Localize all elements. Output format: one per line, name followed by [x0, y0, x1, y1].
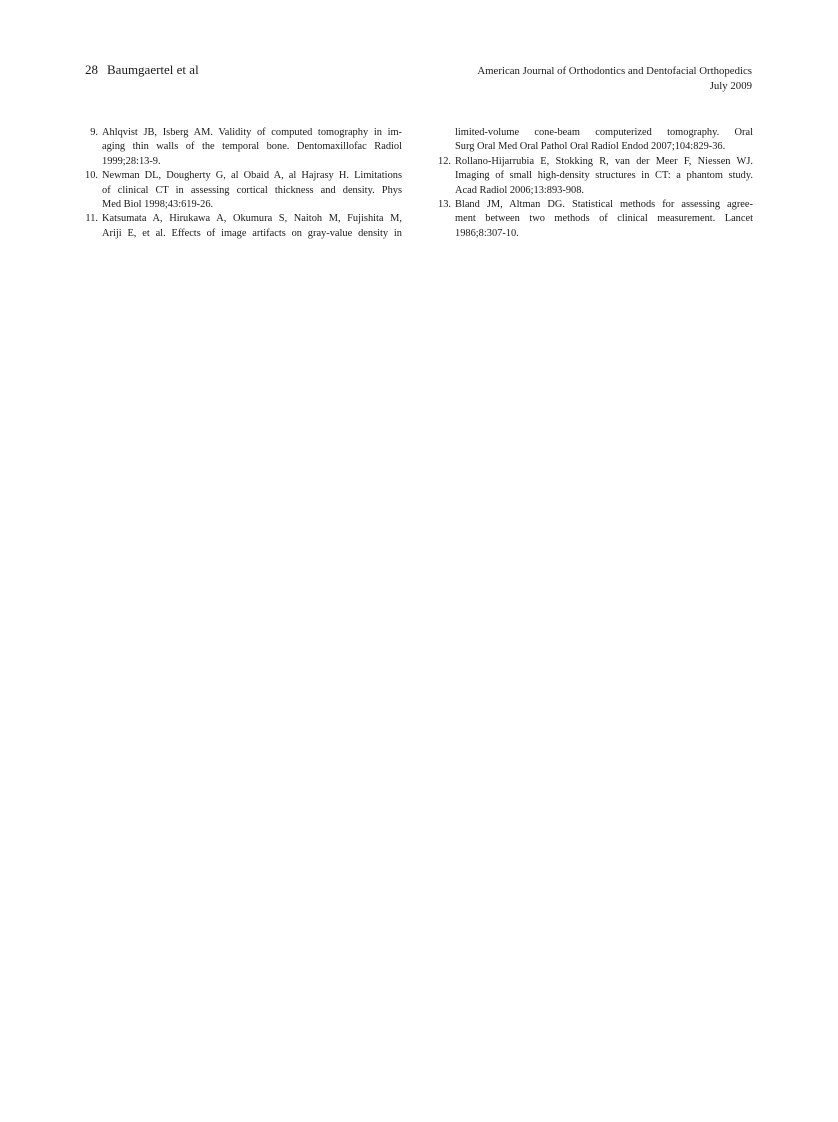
reference-line: Ahlqvist JB, Isberg AM. Validity of computed tomography in im-: [102, 127, 402, 138]
references-right-column: [438, 126, 753, 241]
reference-line: 1999;28:13-9.: [102, 155, 161, 167]
reference-line: Surg Oral Med Oral Pathol Oral Radiol Endod 2007;104:829-36.: [455, 141, 726, 153]
reference-line: aging thin walls of the temporal bone. Dentomaxillofac Radiol: [102, 141, 402, 153]
reference-line: ment between two methods of clinical measurement. Lancet: [455, 213, 753, 225]
reference-line: Bland JM, Altman DG. Statistical methods for assessing agree-: [455, 199, 753, 211]
reference-13: [438, 198, 753, 241]
reference-line: Ariji E, et al. Effects of image artifacts on gray-value density in: [102, 227, 402, 239]
reference-line: Katsumata A, Hirukawa A, Okumura S, Naitoh M, Fujishita M,: [102, 213, 402, 225]
reference-11: [85, 212, 402, 241]
reference-number: 13.: [438, 199, 451, 211]
reference-number: 11.: [85, 213, 98, 225]
reference-11-continued: [455, 126, 753, 155]
reference-line: of clinical CT in assessing cortical thickness and density. Phys: [102, 184, 402, 196]
reference-number: 12.: [438, 155, 451, 167]
reference-line: Med Biol 1998;43:619-26.: [102, 199, 214, 211]
reference-line: Acad Radiol 2006;13:893-908.: [455, 184, 585, 196]
page-number: 28: [85, 62, 98, 77]
references-left-column: [85, 126, 402, 241]
reference-12: [438, 155, 753, 198]
reference-number: 10.: [85, 170, 98, 182]
reference-line: Newman DL, Dougherty G, al Obaid A, al Hajrasy H. Limitations: [102, 170, 402, 182]
reference-9: [90, 126, 402, 169]
reference-line: 1986;8:307-10.: [455, 227, 519, 239]
issue-date: July 2009: [709, 80, 752, 92]
reference-10: [85, 169, 402, 212]
reference-line: limited-volume cone-beam computerized tomography. Oral: [455, 127, 753, 138]
running-header-right: [477, 64, 752, 94]
reference-line: Imaging of small high-density structures in CT: a phantom study.: [455, 170, 753, 182]
reference-line: Rollano-Hijarrubia E, Stokking R, van der Meer F, Niessen WJ.: [455, 155, 753, 167]
journal-title: American Journal of Orthodontics and Dentofacial Orthopedics: [477, 65, 752, 77]
running-header-left: [85, 62, 208, 78]
running-authors: Baumgaertel et al: [107, 62, 199, 77]
reference-number: 9.: [90, 127, 98, 138]
